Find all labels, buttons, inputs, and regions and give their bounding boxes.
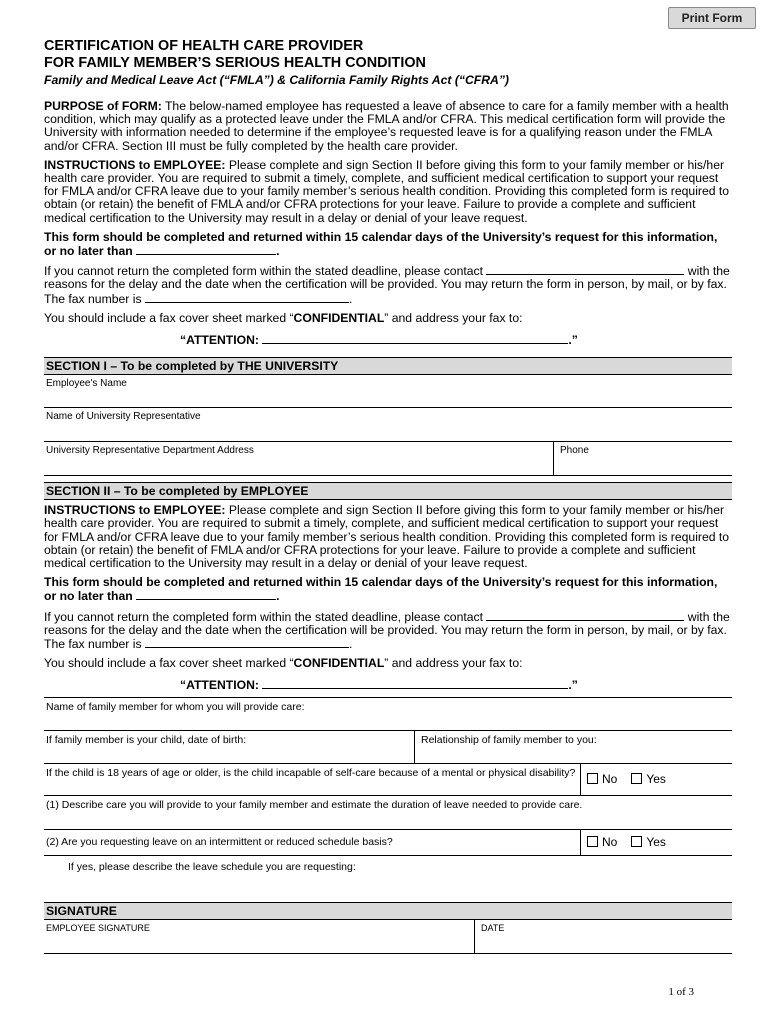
fax-number-blank-2[interactable] [145,637,349,648]
contact-text: If you cannot return the completed form within the stated deadline, please contact [44,264,487,279]
leave-schedule-label: If yes, please describe the leave schedule you are requesting: [68,860,356,873]
attention-line-2 [44,678,732,692]
attention-end: .” [568,333,578,348]
incapable-options [580,764,732,795]
relationship-label: Relationship of family member to you: [421,733,597,746]
employee-signature-label: EMPLOYEE SIGNATURE [46,922,150,933]
page-number: 1 of 3 [668,986,694,998]
yes-label: Yes [646,835,666,850]
deadline-blank-2[interactable] [136,589,276,600]
deadline-text-2: This form should be completed and returned within 15 calendar days of the University’s request for this information, or no later than [44,575,718,604]
intermittent-no-option[interactable] [587,835,617,849]
phone-label: Phone [560,445,589,457]
yes-label: Yes [646,772,666,787]
contact-paragraph [44,264,732,306]
instructions-paragraph-2 [44,504,732,570]
attention-blank[interactable] [262,333,568,344]
contact-blank[interactable] [486,264,684,275]
fax-paragraph [44,312,732,325]
contact-end-2: . [348,637,353,652]
child-dob-field[interactable] [44,731,414,763]
form-subtitle: Family and Medical Leave Act (“FMLA”) & California Family Rights Act (“CFRA”) [44,73,509,87]
purpose-label: PURPOSE of FORM: [44,99,162,113]
deadline-text: This form should be completed and returned within 15 calendar days of the University’s request for this information, or no later than [44,229,718,259]
rep-name-row[interactable] [44,408,732,442]
confidential-label: CONFIDENTIAL [293,310,385,325]
fax-text-3: You should include a fax cover sheet marked “ [44,656,294,671]
rep-name-label: Name of University Representative [46,411,201,423]
contact-text-2: with the reasons for the delay and the date when the certification will be provided. You may return the form in person, by mail, or by fax. The fax number is [44,264,730,306]
form-page [44,38,732,954]
fax-text: You should include a fax cover sheet marked “ [44,310,294,325]
print-form-button[interactable]: Print Form [668,7,756,29]
date-label: DATE [481,922,505,933]
rep-address-row [44,442,732,476]
form-title-line2: FOR FAMILY MEMBER’S SERIOUS HEALTH CONDITION [44,55,426,71]
care-description-row[interactable] [44,796,732,830]
attention-line [44,333,732,347]
incapable-no-option[interactable] [587,772,617,786]
confidential-label-2: CONFIDENTIAL [293,656,385,671]
contact-end: . [348,291,353,306]
purpose-text: The below-named employee has requested a leave of absence to care for a family member with a health condition, which may qualify as a protected leave under the FMLA and/or CFRA. This medical certification form will provide the University with information needed to determine if the employee’s requested leave is for a qualifying reason under the FMLA and/or CFRA. Section III must be fully completed by the health care provider. [44,99,729,153]
deadline-blank[interactable] [136,244,276,255]
phone-field[interactable] [553,442,732,475]
incapable-row [44,764,732,796]
attention-blank-2[interactable] [262,678,568,689]
fax-number-blank[interactable] [145,292,349,303]
contact-text-4: with the reasons for the delay and the date when the certification will be provided. You may return the form in person, by mail, or by fax. The fax number is [44,609,730,652]
signature-row [44,920,732,954]
incapable-yes-option[interactable] [631,772,666,786]
instructions-text: Please complete and sign Section II before giving this form to your family member or his/her health care provider. You are required to submit a timely, complete, and sufficient medical certification to support your request for FMLA and/or CFRA leave due to your family member’s serious health condition. Providing this completed form is required to obtain (or retain) the benefit of FMLA and/or CFRA protections for your leave. Failure to provide a complete and sufficient medical certification to the University may result in a delay or denial of your leave request. [44,157,730,225]
contact-text-3: If you cannot return the completed form within the stated deadline, please contact [44,609,487,624]
attention-end-2: .” [568,678,578,693]
rep-address-label: University Representative Department Address [46,445,254,457]
employee-name-label: Employee's Name [46,378,127,390]
incapable-question: If the child is 18 years of age or older, is the child incapable of self-care because of a mental or physical disability? [46,766,576,779]
child-dob-label: If family member is your child, date of birth: [46,733,247,746]
form-title-line1: CERTIFICATION OF HEALTH CARE PROVIDER [44,38,364,54]
signature-header: SIGNATURE [44,902,732,920]
care-description-label: (1) Describe care you will provide to your family member and estimate the duration of leave needed to provide care. [46,798,583,811]
no-label: No [602,835,618,850]
checkbox-icon[interactable] [631,836,642,847]
instructions-paragraph [44,159,732,225]
date-field[interactable] [474,920,732,953]
intermittent-yes-option[interactable] [631,835,666,849]
purpose-paragraph [44,100,732,153]
fax-text-4: ” and address your fax to: [384,656,523,671]
intermittent-question: (2) Are you requesting leave on an intermittent or reduced schedule basis? [46,835,393,848]
section2-header: SECTION II – To be completed by EMPLOYEE [44,482,732,500]
family-member-label: Name of family member for whom you will provide care: [46,700,305,713]
deadline-paragraph-2 [44,576,732,603]
employee-signature-field[interactable] [44,920,474,953]
intermittent-options [580,830,732,855]
deadline-paragraph [44,231,732,258]
section2-intro [44,500,732,692]
section1-header: SECTION I – To be completed by THE UNIVERSITY [44,357,732,375]
deadline-end: . [276,244,280,259]
deadline-end-2: . [276,589,280,604]
fax-text-2: ” and address your fax to: [384,310,523,325]
checkbox-icon[interactable] [587,773,598,784]
fax-paragraph-2 [44,657,732,670]
contact-paragraph-2 [44,610,732,652]
employee-name-row[interactable] [44,375,732,408]
instructions-label-2: INSTRUCTIONS to EMPLOYEE: [44,503,226,518]
instructions-text-2: Please complete and sign Section II before giving this form to your family member or his/her health care provider. You are required to submit a timely, complete, and sufficient medical certification to support your request for FMLA and/or CFRA leave due to your family member’s serious health condition. Providing this completed form is required to obtain (or retain) the benefit of FMLA and/or CFRA protections for your leave. Failure to provide a complete and sufficient medical certification to the University may result in a delay or denial of your leave request. [44,503,730,571]
rep-address-field[interactable] [44,442,553,475]
instructions-label: INSTRUCTIONS to EMPLOYEE: [44,157,226,172]
attention-label: “ATTENTION: [180,333,263,348]
relationship-field[interactable] [414,731,732,763]
checkbox-icon[interactable] [587,836,598,847]
attention-label-2: “ATTENTION: [180,678,263,693]
no-label: No [602,772,618,787]
checkbox-icon[interactable] [631,773,642,784]
leave-schedule-area[interactable] [44,856,732,902]
child-dob-row [44,731,732,764]
family-member-row[interactable] [44,697,732,731]
contact-blank-2[interactable] [486,610,684,621]
intermittent-row [44,830,732,856]
